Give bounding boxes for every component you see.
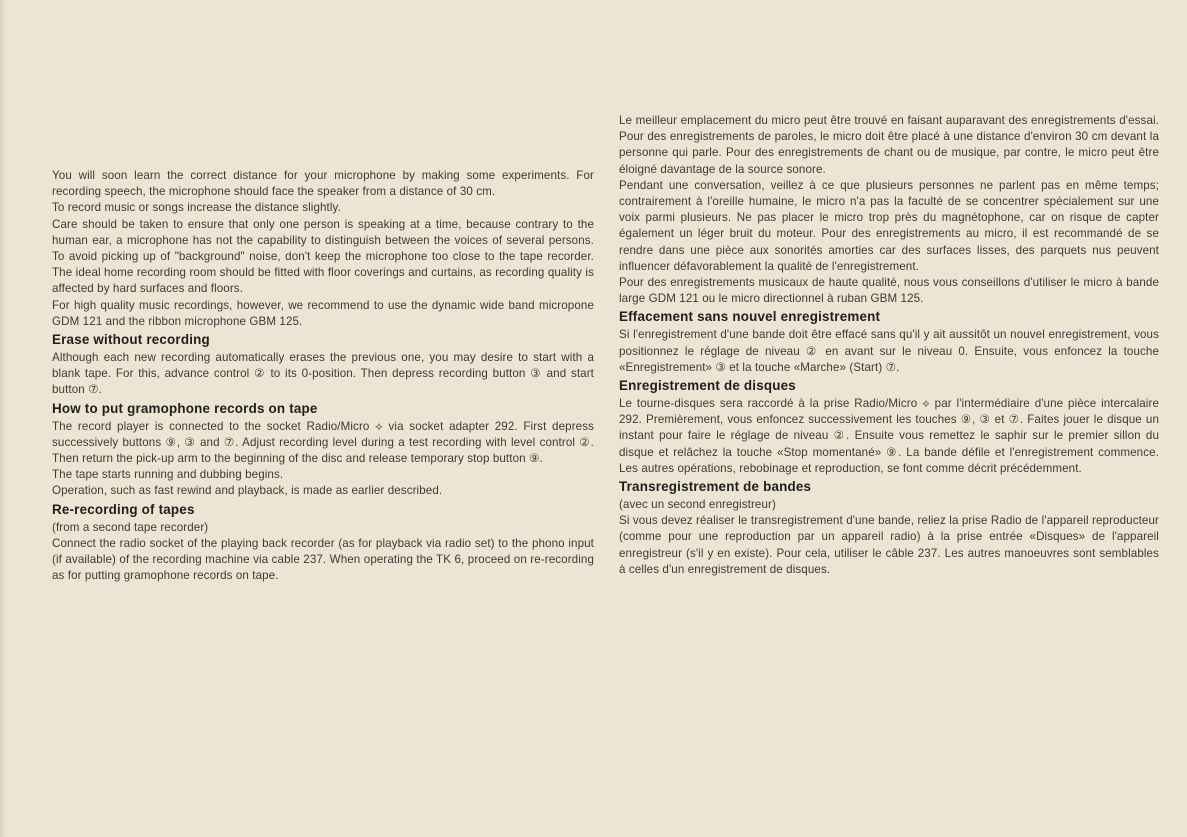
- intro-paragraph: To record music or songs increase the distance slightly.: [52, 201, 341, 215]
- transregistrement-paragraph: Si vous devez réaliser le transregistrement d'une bande, reliez la prise Radio de l'appareil reproducteur (comme pour une reproduction par un appareil radio) à la prise entrée «Disques» de l'appareil enregistreur (s'il y en existe). Pour cela, utiliser le câble 237. Les autres manoeuvres sont semblables à celles d'un enregistrement de disques.: [619, 514, 1159, 576]
- intro-paragraph: Pour des enregistrements musicaux de haute qualité, nous vous conseillons d'utiliser le micro à bande large GDM 121 ou le micro directionnel à ruban GBM 125.: [619, 276, 1159, 306]
- french-column: [619, 113, 1159, 578]
- disques-heading: Enregistrement de disques: [619, 378, 796, 394]
- erase-paragraph: Although each new recording automatically erases the previous one, you may desire to start with a blank tape. For this, advance control ② to its 0-position. Then depress recording button ③ and start button ⑦.: [52, 351, 594, 397]
- intro-paragraph: Le meilleur emplacement du micro peut être trouvé en faisant auparavant des enregistrements d'essai. Pour des enregistrements de paroles, le micro doit être placé à une distance d'environ 30 cm devant la personne qui parle. Pour des enregistrements de chant ou de musique, par contre, le micro peut être éloigné davantage de la source sonore.: [619, 114, 1159, 176]
- intro-paragraph: Care should be taken to ensure that only one person is speaking at a time, because contrary to the human ear, a microphone has not the capability to distinguish between the voices of several persons. To avoid picking up of "background" noise, don't keep the microphone too close to the tape recorder. The ideal home recording room should be fitted with floor coverings and curtains, as recording quality is affected by hard surfaces and floors.: [52, 217, 594, 296]
- effacement-paragraph: Si l'enregistrement d'une bande doit être effacé sans qu'il y ait aussitôt un nouvel enregistrement, vous positionnez le réglage de niveau ② en avant sur le niveau 0. Ensuite, vous enfoncez la touche «Enregistrement» ③ et la touche «Marche» (Start) ⑦.: [619, 328, 1159, 374]
- gramophone-paragraph: Operation, such as fast rewind and playback, is made as earlier described.: [52, 484, 443, 498]
- page-edge: [0, 0, 6, 837]
- english-column: [52, 168, 594, 584]
- intro-paragraph: You will soon learn the correct distance for your microphone by making some experiments. For recording speech, the microphone should face the speaker from a distance of 30 cm.: [52, 169, 594, 199]
- rerecording-paragraph: Connect the radio socket of the playing back recorder (as for playback via radio set) to the phono input (if available) of the recording machine via cable 237. When operating the TK 6, proceed on re-recording as for putting gramophone records on tape.: [52, 536, 594, 583]
- transregistrement-heading: Transregistrement de bandes: [619, 479, 812, 495]
- gramophone-paragraph: The record player is connected to the socket Radio/Micro ⟡ via socket adapter 292. First depress successively buttons ⑨, ③ and ⑦. Adjust recording level during a test recording with level control ②. Then return the pick-up arm to the beginning of the disc and release temporary stop button ⑨.: [52, 419, 594, 466]
- erase-heading: Erase without recording: [52, 332, 210, 348]
- rerecording-subtitle: (from a second tape recorder): [52, 520, 209, 534]
- transregistrement-subtitle: (avec un second enregistreur): [619, 498, 776, 512]
- gramophone-paragraph: The tape starts running and dubbing begins.: [52, 468, 284, 482]
- gramophone-heading: How to put gramophone records on tape: [52, 400, 318, 416]
- intro-paragraph: Pendant une conversation, veillez à ce que plusieurs personnes ne parlent pas en même temps; contrairement à l'oreille humaine, le micro n'a pas la faculté de se concentrer spécialement sur une voix parmi plusieurs. Ne pas placer le micro trop près du magnétophone, car on risque de capter également un léger bruit du moteur. Pour des enregistrements au micro, il est recommandé de se rendre dans une pièce aux sonorités amorties car des surfaces lisses, des parquets nus peuvent influencer défavorablement la qualité de l'enregistrement.: [619, 178, 1159, 273]
- rerecording-heading: Re-recording of tapes: [52, 501, 195, 517]
- intro-paragraph: For high quality music recordings, however, we recommend to use the dynamic wide band micropone GDM 121 and the ribbon microphone GBM 125.: [52, 298, 594, 328]
- disques-paragraph: Le tourne-disques sera raccordé à la prise Radio/Micro ⟡ par l'intermédiaire d'une pièce intercalaire 292. Premièrement, vous enfoncez successivement les touches ⑨, ③ et ⑦. Faites jouer le disque un instant pour faire le réglage de niveau ②. Ensuite vous remettez le saphir sur le premier sillon du disque et relâchez la touche «Stop momentané» ⑨. La bande défile et l'enregistrement commence. Les autres opérations, rebobinage et reproduction, se font comme décrit précédemment.: [619, 397, 1159, 475]
- effacement-heading: Effacement sans nouvel enregistrement: [619, 309, 881, 325]
